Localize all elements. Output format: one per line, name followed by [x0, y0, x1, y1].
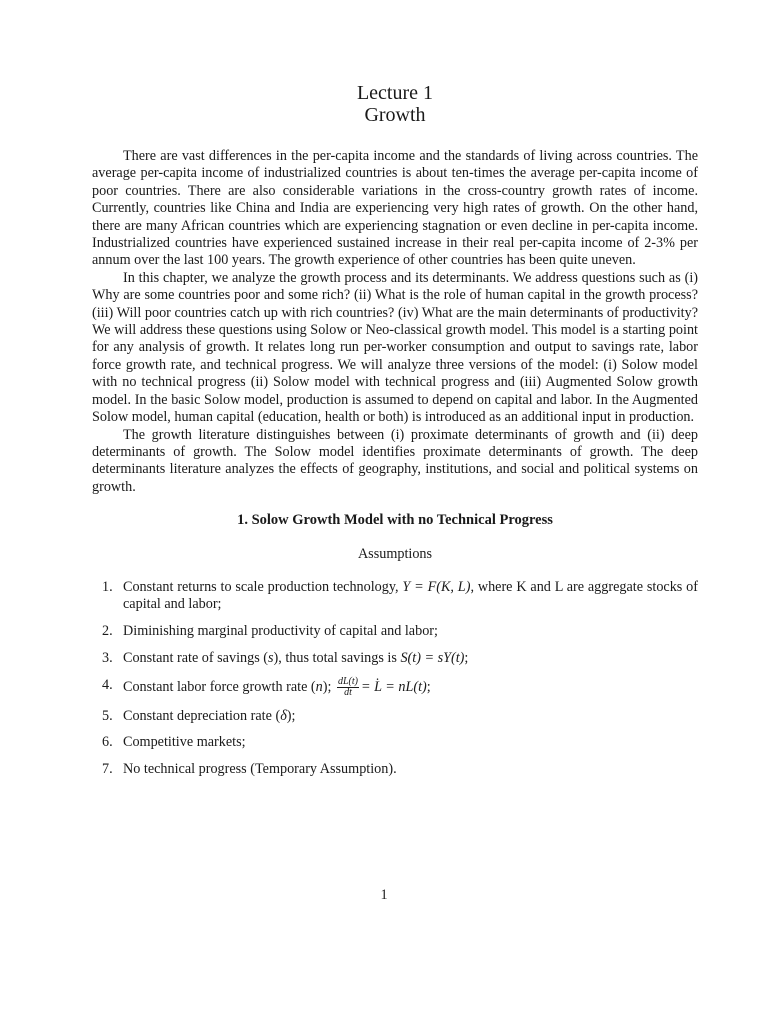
- math-production-function: Y = F(K, L): [402, 578, 471, 595]
- list-number: 4.: [102, 677, 113, 694]
- list-item: 4. Constant labor force growth rate (n); $\frac{dL(t)}{dt}$ = L̇ = nL(t);: [102, 676, 431, 699]
- lecture-title: [92, 82, 698, 126]
- list-item: 2. Diminishing marginal productivity of capital and labor;: [102, 623, 438, 640]
- title-line-2: Growth: [364, 104, 426, 126]
- list-item: 6. Competitive markets;: [102, 734, 246, 751]
- list-item: 7. No technical progress (Temporary Assumption).: [102, 761, 397, 778]
- list-number: 5.: [102, 707, 113, 724]
- section-subheading: Assumptions: [357, 545, 433, 562]
- paragraph-intro: There are vast differences in the per-capita income and the standards of living across countries. The average per-capita income of industrialized countries is about ten-times the average per-capita income of poor countries. There are also considerable variations in the cross-country growth rates of income. Currently, countries like China and India are experiencing very high rates of growth. On the other hand, there are many African countries which are experiencing stagnation or even decline in per-capita income. Industrialized countries have experienced sustained increase in their real per-capita income of 2-3% per annum over the last 100 years. The growth experience of other countries has been quite uneven.: [92, 148, 698, 269]
- math-savings: S(t) = sY(t): [400, 650, 465, 667]
- paragraph-determinants: The growth literature distinguishes between (i) proximate determinants of growth and (ii) deep determinants of growth. The Solow model identifies proximate determinants of growth. The deep determinants literature analyzes the effects of geography, institutions, and social and political systems on growth.: [92, 426, 698, 495]
- section-heading: 1. Solow Growth Model with no Technical Progress: [237, 512, 553, 529]
- list-number: 7.: [102, 761, 113, 778]
- body-text: [92, 148, 698, 496]
- document-page: [92, 82, 698, 788]
- page-number: 1: [380, 887, 388, 903]
- math-fraction: $\frac{dL(t)}{dt}$: [337, 676, 358, 699]
- list-item: 1. Constant returns to scale production technology, Y = F(K, L), where K and L are aggregate stocks of capital and labor;: [102, 578, 698, 613]
- paragraph-chapter-overview: In this chapter, we analyze the growth process and its determinants. We address questions such as (i) Why are some countries poor and some rich? (ii) What is the role of human capital in the growth process? (iii) Will poor countries catch up with rich countries? (iv) What are the main determinants of productivity? We will address these questions using Solow or Neo-classical growth model. This model is a starting point for any analysis of growth. It relates long run per-worker consumption and output to savings rate, labor force growth rate, and technical progress. We will analyze three versions of the model: (i) Solow model with no technical progress (ii) Solow model with technical progress and (iii) Augmented Solow growth model. In the basic Solow model, production is assumed to depend on capital and labor. In the Augmented Solow model, human capital (education, health or both) is introduced as an additional input in production.: [92, 269, 698, 426]
- list-item: 3. Constant rate of savings (s), thus total savings is S(t) = sY(t);: [102, 650, 469, 667]
- math-labor-growth: = L̇ = nL(t): [360, 678, 427, 695]
- assumptions-list: [92, 579, 698, 779]
- title-line-1: Lecture 1: [356, 82, 434, 104]
- list-number: 2.: [102, 623, 113, 640]
- list-number: 6.: [102, 734, 113, 751]
- list-item: 5. Constant depreciation rate (δ);: [102, 707, 296, 724]
- list-number: 1.: [102, 578, 113, 595]
- list-number: 3.: [102, 650, 113, 667]
